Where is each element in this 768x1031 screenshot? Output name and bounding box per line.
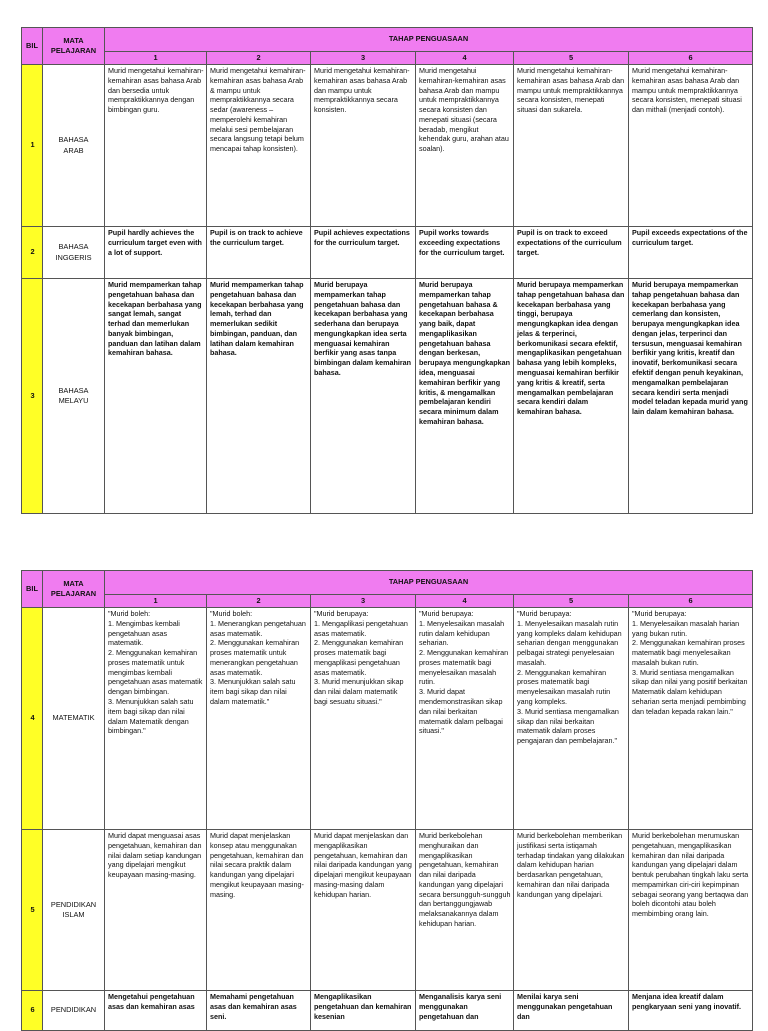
descriptor-cell: Murid mengetahui kemahiran-kemahiran asas bahasa Arab dan mampu untuk mempraktikkannya secara konsisten. [311, 65, 416, 227]
descriptor-cell: Pupil achieves expectations for the curriculum target. [311, 227, 416, 279]
descriptor-cell: Murid berkebolehan memberikan justifikasi serta istiqamah terhadap tindakan yang dilakukan dalam kehidupan harian berdasarkan pengetahuan, kemahiran dan nilai daripada kandungan yang dipelajari. [514, 830, 629, 991]
descriptor-cell: Menjana idea kreatif dalam pengkaryaan seni yang inovatif. [629, 991, 753, 1031]
bil-header: BIL [22, 571, 43, 608]
descriptor-cell: Mengetahui pengetahuan asas dan kemahiran asas [105, 991, 207, 1031]
descriptor-cell: "Murid boleh: 1. Mengimbas kembali pengetahuan asas matematik. 2. Menggunakan kemahiran proses matematik untuk mengimbas kembali pengetahuan asas matematik dengan bimbingan. 3. Menunjukkan salah satu item bagi sikap dan nilai dalam Matematik dengan bimbingan." [105, 608, 207, 830]
row-number: 1 [22, 65, 43, 227]
descriptor-cell: "Murid berupaya: 1. Menyelesaikan masalah rutin yang kompleks dalam kehidupan seharian dengan menggunakan pelbagai strategi penyelesaian masalah. 2. Menggunakan kemahiran proses matematik bagi menyelesaikan masalah rutin yang kompleks. 3. Murid sentiasa mengamalkan sikap dan nilai berkaitan matematik dalam proses pengajaran dan pembelajaran." [514, 608, 629, 830]
level-4-header: 4 [416, 595, 514, 608]
descriptor-cell: Murid mengetahui kemahiran-kemahiran asas bahasa Arab dan bersedia untuk mempraktikkannya dengan bimbingan guru. [105, 65, 207, 227]
level-2-header: 2 [207, 52, 311, 65]
descriptor-cell: Murid berupaya mempamerkan tahap pengetahuan bahasa dan kecekapan berbahasa yang cemerlang dan konsisten, berupaya mengungkapkan idea dengan jelas, terperinci dan tersusun, menguasai kemahiran berfikir yang kritis, kreatif dan inovatif, berkomunikasi secara efektif dengan penuh keyakinan, mengamalkan pembelajaran secara kendiri serta menjadi model teladan kepada murid yang lain dalam kemahiran bahasa. [629, 279, 753, 514]
descriptor-cell: Murid berkebolehan menghuraikan dan mengaplikasikan pengetahuan, kemahiran dan nilai daripada kandungan yang dipelajari secara bersungguh-sungguh dan bertanggungjawab melaksanakannya dalam kehidupan harian. [416, 830, 514, 991]
descriptor-cell: Murid mempamerkan tahap pengetahuan bahasa dan kecekapan berbahasa yang lemah, terhad dan memerlukan sedikit bimbingan, panduan, dan latihan dalam kemahiran bahasa. [207, 279, 311, 514]
descriptor-cell: Pupil is on track to exceed expectations of the curriculum target. [514, 227, 629, 279]
level-5-header: 5 [514, 52, 629, 65]
descriptor-cell: "Murid berupaya: 1. Menyelesaikan masalah rutin dalam kehidupan seharian. 2. Menggunakan kemahiran proses matematik bagi menyelesaikan masalah rutin. 3. Murid dapat mendemonstrasikan sikap dan nilai berkaitan matematik dalam pelbagai situasi." [416, 608, 514, 830]
subject-name: BAHASA MELAYU [43, 279, 105, 514]
subject-header: MATA PELAJARAN [43, 28, 105, 65]
table-row [22, 608, 753, 830]
subject-name: PENDIDIKAN [43, 991, 105, 1031]
descriptor-cell: Murid berkebolehan merumuskan pengetahuan, mengaplikasikan kemahiran dan nilai daripada kandungan yang dipelajari dalam bentuk perubahan tingkah laku serta mempamirkan ciri-ciri kepimpinan sebagai seorang yang bertaqwa dan boleh dicontohi atau boleh membimbing orang lain. [629, 830, 753, 991]
descriptor-cell: Mengaplikasikan pengetahuan dan kemahiran kesenian [311, 991, 416, 1031]
table-row [22, 830, 753, 991]
subject-header: MATA PELAJARAN [43, 571, 105, 608]
table-row [22, 279, 753, 514]
row-number: 6 [22, 991, 43, 1031]
subject-name: PENDIDIKAN ISLAM [43, 830, 105, 991]
row-number: 5 [22, 830, 43, 991]
descriptor-cell: Pupil exceeds expectations of the curriculum target. [629, 227, 753, 279]
bil-header: BIL [22, 28, 43, 65]
descriptor-cell: "Murid berupaya: 1. Menyelesaikan masalah harian yang bukan rutin. 2. Menggunakan kemahiran proses matematik bagi menyelesaikan masalah bukan rutin. 3. Murid sentiasa mengamalkan sikap dan nilai yang positif berkaitan Matematik dalam kehidupan seharian serta menjadi pembimbing dan teladan kepada rakan lain." [629, 608, 753, 830]
descriptor-cell: Murid mengetahui kemahiran-kemahiran asas bahasa Arab & mampu untuk mempraktikkannya secara sedar (awareness – memperolehi kemahiran melalui sesi pembelajaran secara langsung tetapi belum mencapai tahap konsisten). [207, 65, 311, 227]
row-number: 2 [22, 227, 43, 279]
row-number: 4 [22, 608, 43, 830]
descriptor-cell: Murid berupaya mempamerkan tahap pengetahuan bahasa dan kecekapan berbahasa yang tinggi, berupaya mengungkapkan idea dengan jelas & terperinci, berkomunikasi secara efektif, mengaplikasikan pengetahuan bahasa yang lebih kompleks, menguasai kemahiran berfikir yang kritis & kreatif, serta mengamalkan pembelajaran secara kendiri dalam kemahiran bahasa. [514, 279, 629, 514]
descriptor-cell: Murid dapat menguasai asas pengetahuan, kemahiran dan nilai dalam setiap kandungan yang dipelajari mengikut keupayaan masing-masing. [105, 830, 207, 991]
level-2-header: 2 [207, 595, 311, 608]
subject-name: MATEMATIK [43, 608, 105, 830]
descriptor-cell: Murid mengetahui kemahiran-kemahiran asas bahasa Arab dan mampu untuk mempraktikkannya secara konsisten dan menepati situasi (secara beradab, mengikut kehendak guru, arahan atau soalan). [416, 65, 514, 227]
descriptor-cell: Pupil works towards exceeding expectations for the curriculum target. [416, 227, 514, 279]
subject-name: BAHASA ARAB [43, 65, 105, 227]
row-number: 3 [22, 279, 43, 514]
level-5-header: 5 [514, 595, 629, 608]
descriptor-cell: Murid dapat menjelaskan dan mengaplikasikan pengetahuan, kemahiran dan nilai daripada kandungan yang dipelajari mengikut keupayaan masing-masing dalam kehidupan harian. [311, 830, 416, 991]
descriptor-cell: Memahami pengetahuan asas dan kemahiran asas seni. [207, 991, 311, 1031]
table-row [22, 65, 753, 227]
descriptor-cell: Murid berupaya mempamerkan tahap pengetahuan bahasa & kecekapan berbahasa yang baik, dapat mengaplikasikan pengetahuan bahasa dengan berkesan, berupaya mengungkapkan idea, menguasai kemahiran berfikir yang kritis, & mengamalkan pembelajaran kendiri secara minimum dalam kemahiran bahasa. [416, 279, 514, 514]
level-3-header: 3 [311, 595, 416, 608]
level-4-header: 4 [416, 52, 514, 65]
descriptor-cell: Murid berupaya mempamerkan tahap pengetahuan bahasa dan kecekapan berbahasa yang sederhana dan berupaya mengungkapkan idea serta menguasai kemahiran berfikir yang asas tanpa bimbingan dalam kemahiran bahasa. [311, 279, 416, 514]
level-1-header: 1 [105, 595, 207, 608]
descriptor-cell: Murid mengetahui kemahiran-kemahiran asas bahasa Arab dan mampu untuk mempraktikkannya secara konsisten, menepati situasi dan sukarela. [514, 65, 629, 227]
level-group-header: TAHAP PENGUASAAN [105, 28, 753, 52]
table-row [22, 991, 753, 1031]
level-group-header: TAHAP PENGUASAAN [105, 571, 753, 595]
rubric-table-2 [21, 570, 752, 1031]
descriptor-cell: "Murid berupaya: 1. Mengaplikasi pengetahuan asas matematik. 2. Menggunakan kemahiran proses matematik bagi mengaplikasi pengetahuan asas matematik. 3. Murid menunjukkan sikap dan nilai dalam matematik bagi sesuatu situasi." [311, 608, 416, 830]
subject-name: BAHASA INGGERIS [43, 227, 105, 279]
descriptor-cell: Pupil hardly achieves the curriculum target even with a lot of support. [105, 227, 207, 279]
descriptor-cell: "Murid boleh: 1. Menerangkan pengetahuan asas matematik. 2. Menggunakan kemahiran proses matematik untuk menerangkan pengetahuan asas matematik. 3. Menunjukkan salah satu item bagi sikap dan nilai dalam matematik." [207, 608, 311, 830]
level-6-header: 6 [629, 595, 753, 608]
descriptor-cell: Pupil is on track to achieve the curriculum target. [207, 227, 311, 279]
descriptor-cell: Murid mengetahui kemahiran-kemahiran asas bahasa Arab dan mampu untuk mempraktikkannya secara konsisten, menepati situasi dan mithali (menjadi contoh). [629, 65, 753, 227]
level-6-header: 6 [629, 52, 753, 65]
descriptor-cell: Murid mempamerkan tahap pengetahuan bahasa dan kecekapan berbahasa yang sangat lemah, sangat terhad dan memerlukan banyak bimbingan, panduan dan latihan dalam kemahiran bahasa. [105, 279, 207, 514]
level-1-header: 1 [105, 52, 207, 65]
descriptor-cell: Menilai karya seni menggunakan pengetahuan dan [514, 991, 629, 1031]
table-row [22, 227, 753, 279]
descriptor-cell: Menganalisis karya seni menggunakan pengetahuan dan [416, 991, 514, 1031]
rubric-table-1 [21, 27, 752, 514]
level-3-header: 3 [311, 52, 416, 65]
descriptor-cell: Murid dapat menjelaskan konsep atau menggunakan pengetahuan, kemahiran dan nilai secara praktik dalam kandungan yang dipelajari mengikut keupayaan masing-masing. [207, 830, 311, 991]
